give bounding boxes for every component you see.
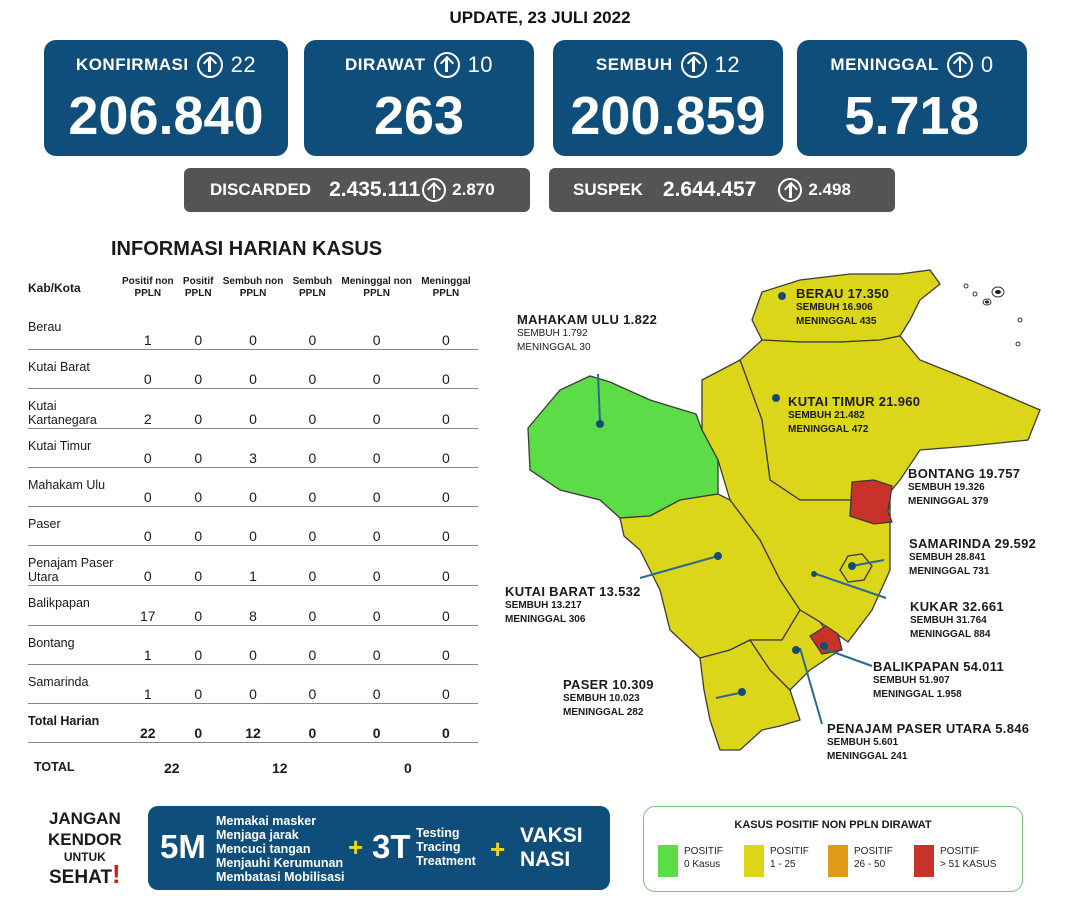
row-value: 0 [285,310,339,349]
row-value: 0 [176,625,221,664]
row-value: 0 [414,507,478,546]
row-kab-kota: Bontang [28,625,120,664]
row-value: 0 [221,507,286,546]
legend-item [658,845,723,877]
region-name: PASER 10.309 [563,677,654,692]
region-meninggal: MENINGGAL 241 [827,751,908,762]
region-name: MAHAKAM ULU 1.822 [517,312,658,327]
prokes-5m-list [216,814,345,884]
suspek-value: 2.644.457 [662,178,757,201]
row-value: 0 [414,704,478,743]
arrow-up-icon [422,178,446,202]
region-name: BERAU 17.350 [796,286,890,301]
row-value: 0 [221,310,286,349]
table-row [28,586,478,625]
row-kab-kota: Kutai Kartanegara [28,388,120,428]
table-row [28,546,478,586]
row-value: 2 [120,388,176,428]
region-sembuh: SEMBUH 21.482 [788,410,865,421]
card-label: DIRAWAT [344,55,426,74]
slogan-line: KENDOR [48,830,122,849]
arrow-up-icon [197,52,223,78]
region-mahakam-ulu[interactable] [528,376,718,518]
row-value: 0 [414,388,478,428]
legend-text: 0 Kasus [684,859,721,870]
suspek-label: SUSPEK [573,180,643,199]
col-header: Meninggal non PPLN [341,276,412,299]
label-samarinda [909,536,1036,579]
daily-cases-table [28,266,478,743]
row-value: 0 [176,428,221,467]
row-value: 0 [176,310,221,349]
row-value: 0 [176,507,221,546]
plus-sign: + [348,832,364,862]
arrow-up-icon [681,52,707,78]
legend-item [914,845,996,877]
row-value: 0 [339,625,414,664]
row-value: 0 [414,625,478,664]
card-meninggal [797,40,1027,156]
row-value: 0 [339,349,414,388]
col-header: Positif non PPLN [121,276,174,299]
legend-text: POSITIF [684,846,723,857]
prokes-vaksinasi [520,824,583,872]
region-meninggal: MENINGGAL 731 [909,566,990,577]
label-kutai-barat [505,584,641,627]
row-value: 1 [120,625,176,664]
slogan [48,808,122,888]
row-value: 0 [176,349,221,388]
row-value: 0 [176,468,221,507]
col-header: Sembuh non PPLN [222,276,284,299]
legend-text: POSITIF [940,846,979,857]
region-meninggal: MENINGGAL 884 [910,629,991,640]
row-kab-kota: Kutai Barat [28,349,120,388]
label-paser [563,677,654,720]
row-value: 0 [339,310,414,349]
region-sembuh: SEMBUH 5.601 [827,737,899,748]
row-value: 0 [120,428,176,467]
row-kab-kota: Berau [28,310,120,349]
slogan-line: SEHAT [49,867,112,888]
row-value: 1 [120,310,176,349]
table-row [28,704,478,743]
row-kab-kota: Balikpapan [28,586,120,625]
col-header: Kab/Kota [28,281,81,295]
arrow-up-icon [434,52,460,78]
discarded-label: DISCARDED [210,180,312,199]
discarded-value: 2.435.111 [329,178,421,201]
region-meninggal: MENINGGAL 472 [788,424,869,435]
label-penajam-paser-utara [827,721,1029,764]
table-row [28,507,478,546]
prokes-item: Menjaga jarak [216,828,299,842]
row-value: 8 [221,586,286,625]
legend-swatch [744,845,764,877]
region-meninggal: MENINGGAL 30 [517,342,591,353]
prokes-5m: 5M [160,828,206,865]
legend-text: 1 - 25 [770,859,796,870]
row-value: 0 [285,625,339,664]
label-balikpapan [873,659,1004,702]
card-delta: 22 [230,52,257,77]
legend-text: 26 - 50 [854,859,886,870]
row-value: 0 [120,507,176,546]
row-value: 17 [120,586,176,625]
arrow-up-icon [947,52,973,78]
region-sembuh: SEMBUH 19.326 [908,482,985,493]
legend-swatch [914,845,934,877]
discarded-bar [184,168,530,212]
row-value: 0 [176,586,221,625]
region-sembuh: SEMBUH 1.792 [517,328,588,339]
region-meninggal: MENINGGAL 1.958 [873,689,962,700]
card-value: 200.859 [570,86,766,146]
legend-item [744,845,809,877]
prokes-item: Mencuci tangan [216,842,311,856]
table-row [28,625,478,664]
slogan-line: JANGAN [48,809,121,828]
table-row [28,664,478,703]
row-value: 22 [120,704,176,743]
label-berau [796,286,889,329]
region-name: BALIKPAPAN 54.011 [873,659,1005,674]
row-kab-kota: Penajam Paser Utara [28,546,120,586]
row-value: 0 [414,349,478,388]
row-value: 0 [221,349,286,388]
row-value: 0 [176,388,221,428]
row-value: 0 [176,546,221,586]
row-value: 0 [285,507,339,546]
row-value: 0 [285,349,339,388]
region-sembuh: SEMBUH 10.023 [563,693,640,704]
region-meninggal: MENINGGAL 282 [563,707,644,718]
row-value: 0 [285,704,339,743]
discarded-delta: 2.870 [452,180,495,199]
col-header: Sembuh PPLN [292,276,333,299]
table-title: INFORMASI HARIAN KASUS [111,238,383,260]
prokes-3t-list [416,826,476,868]
region-name: KUKAR 32.661 [910,599,1004,614]
exclamation-mark: ! [111,859,121,889]
row-value: 0 [285,428,339,467]
table-row [28,388,478,428]
map-legend [643,806,1023,892]
row-value: 0 [221,664,286,703]
row-value: 0 [339,664,414,703]
row-value: 0 [339,468,414,507]
row-value: 0 [285,546,339,586]
update-date: UPDATE, 23 JULI 2022 [449,8,631,27]
region-sembuh: SEMBUH 28.841 [909,552,986,563]
row-value: 0 [339,428,414,467]
label-bontang [908,466,1020,509]
legend-title: KASUS POSITIF NON PPLN DIRAWAT [734,819,932,831]
region-sembuh: SEMBUH 51.907 [873,675,950,686]
legend-text: POSITIF [854,846,893,857]
card-value: 5.718 [844,86,980,146]
card-label: KONFIRMASI [75,55,189,74]
prokes-item: Membatasi Mobilisasi [216,870,345,884]
row-value: 3 [221,428,286,467]
prokes-item: Treatment [416,854,476,868]
region-sembuh: SEMBUH 31.764 [910,615,987,626]
label-kutai-timur [788,394,920,437]
table-row [28,428,478,467]
row-value: 0 [285,468,339,507]
slogan-line: UNTUK [63,850,106,864]
label-mahakam-ulu [517,312,657,355]
row-value: 0 [414,664,478,703]
table-row [28,310,478,349]
row-value: 0 [339,507,414,546]
region-name: KUTAI BARAT 13.532 [505,584,641,599]
grand-total-value: 12 [272,760,288,776]
grand-total-label: TOTAL [34,760,75,774]
region-meninggal: MENINGGAL 306 [505,614,586,625]
prokes-item: Menjauhi Kerumunan [216,856,344,870]
row-value: 0 [285,586,339,625]
prokes-item: Testing [416,826,460,840]
row-value: 0 [414,428,478,467]
table-row [28,349,478,388]
table-header-row [28,266,478,310]
prokes-banner [148,806,610,890]
row-value: 0 [339,704,414,743]
row-value: 0 [176,704,221,743]
row-value: 0 [339,388,414,428]
row-value: 0 [285,388,339,428]
card-label: MENINGGAL [830,55,939,74]
card-konfirmasi [44,40,288,156]
row-kab-kota: Paser [28,507,120,546]
suspek-delta: 2.498 [808,180,851,199]
card-sembuh [553,40,783,156]
row-value: 0 [339,586,414,625]
region-name: KUTAI TIMUR 21.960 [788,394,921,409]
legend-item [828,845,893,877]
card-delta: 10 [467,52,494,77]
plus-sign: + [490,834,506,864]
card-delta: 12 [714,52,741,77]
legend-text: POSITIF [770,846,809,857]
row-value: 12 [221,704,286,743]
row-value: 0 [339,546,414,586]
row-value: 1 [221,546,286,586]
col-header: Positif PPLN [182,276,214,299]
row-kab-kota: Kutai Timur [28,428,120,467]
row-value: 1 [120,664,176,703]
row-kab-kota: Mahakam Ulu [28,468,120,507]
region-name: SAMARINDA 29.592 [909,536,1037,551]
row-value: 0 [176,664,221,703]
row-value: 0 [285,664,339,703]
suspek-bar [549,168,895,212]
row-value: 0 [221,388,286,428]
vaksinasi-line: VAKSI [520,824,583,847]
row-kab-kota: Total Harian [28,704,120,743]
row-kab-kota: Samarinda [28,664,120,703]
prokes-item: Tracing [416,840,461,854]
legend-text: > 51 KASUS [940,859,997,870]
grand-total-value: 22 [164,760,180,776]
region-bontang[interactable] [850,480,892,524]
row-value: 0 [120,349,176,388]
row-value: 0 [414,310,478,349]
row-value: 0 [414,468,478,507]
row-value: 0 [414,546,478,586]
row-value: 0 [414,586,478,625]
table-row [28,468,478,507]
card-value: 263 [373,86,465,146]
vaksinasi-line: NASI [520,848,571,871]
row-value: 0 [120,468,176,507]
region-meninggal: MENINGGAL 379 [908,496,989,507]
grand-total-value: 0 [404,760,412,776]
row-value: 0 [221,625,286,664]
legend-swatch [658,845,678,877]
prokes-3t: 3T [372,828,411,865]
arrow-up-icon [778,178,802,202]
label-kukar [910,599,1004,642]
legend-swatch [828,845,848,877]
col-header: Meninggal PPLN [421,276,471,299]
region-sembuh: SEMBUH 16.906 [796,302,873,313]
region-name: PENAJAM PASER UTARA 5.846 [827,721,1030,736]
row-value: 0 [120,546,176,586]
card-delta: 0 [980,52,994,77]
card-dirawat [304,40,534,156]
card-value: 206.840 [68,86,264,146]
row-value: 0 [221,468,286,507]
islands [964,284,1022,346]
prokes-item: Memakai masker [216,814,317,828]
region-name: BONTANG 19.757 [908,466,1021,481]
region-sembuh: SEMBUH 13.217 [505,600,582,611]
card-label: SEMBUH [595,55,673,74]
region-meninggal: MENINGGAL 435 [796,316,877,327]
